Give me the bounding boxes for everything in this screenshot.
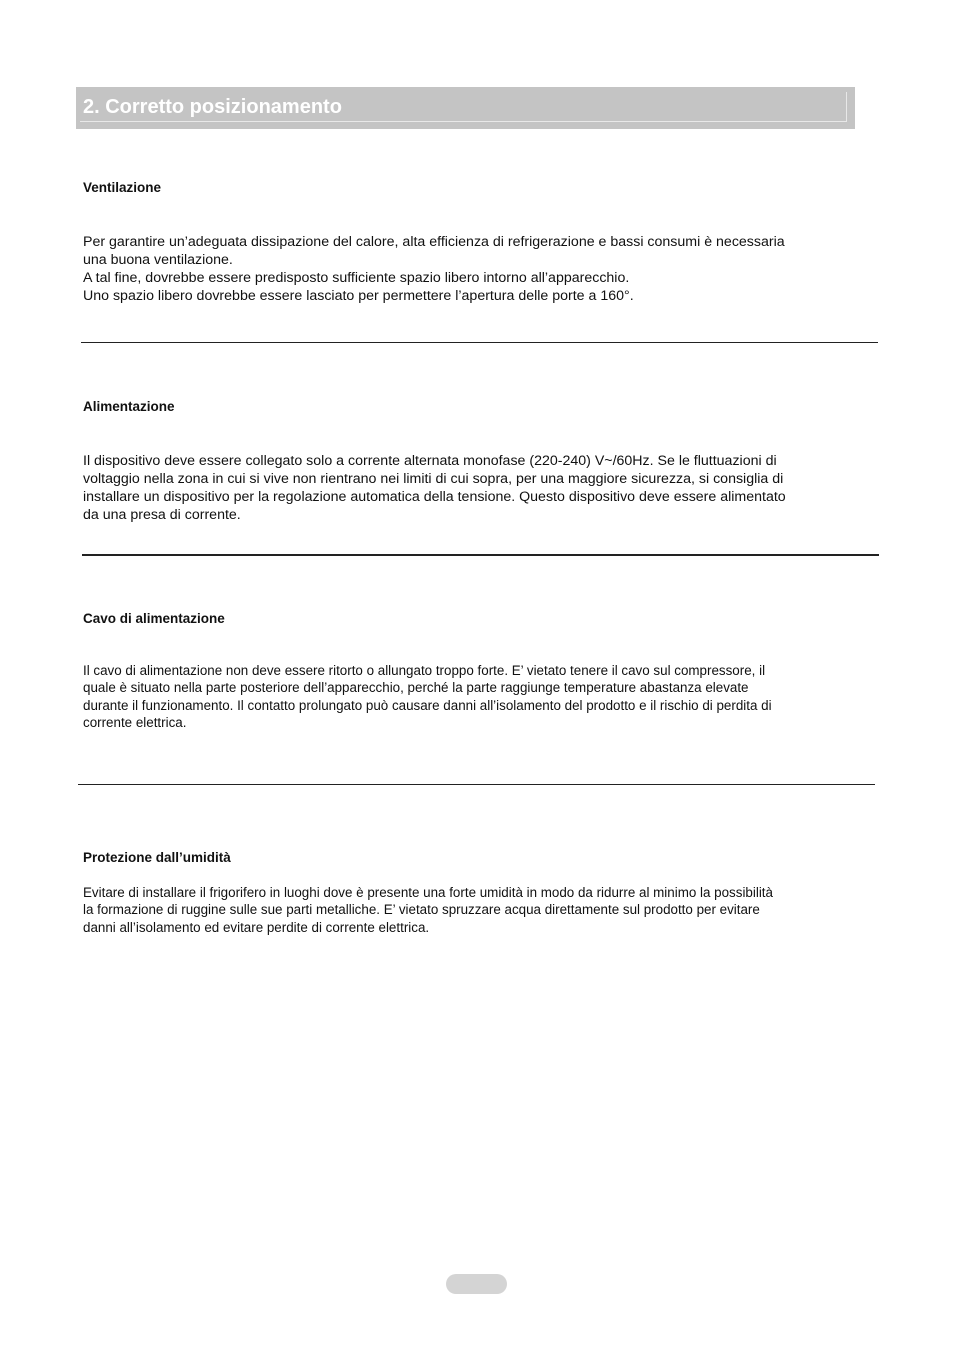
divider-3: [78, 784, 875, 785]
paragraph-line: danni all’isolamento ed evitare perdite di corrente elettrica.: [83, 919, 430, 935]
paragraph-cavo-di-alimentazione: [83, 662, 772, 731]
divider-2: [82, 554, 879, 556]
heading-protezione-umidita: Protezione dall’umidità: [83, 850, 231, 865]
section-header-bar: [76, 87, 855, 129]
paragraph-line: da una presa di corrente.: [83, 507, 241, 523]
paragraph-ventilazione: [83, 233, 785, 305]
paragraph-line: Per garantire un’adeguata dissipazione del calore, alta efficienza di refrigerazione e bassi consumi è necessaria: [83, 234, 785, 250]
paragraph-line: voltaggio nella zona in cui si vive non rientrano nei limiti di cui sopra, per una maggiore sicurezza, si consiglia di: [83, 471, 784, 487]
paragraph-line: Uno spazio libero dovrebbe essere lasciato per permettere l’apertura delle porte a 160°.: [83, 288, 634, 304]
paragraph-line: A tal fine, dovrebbe essere predisposto sufficiente spazio libero intorno all’apparecchio.: [83, 270, 630, 286]
paragraph-line: quale è situato nella parte posteriore dell’apparecchio, perché la parte raggiunge temperature abastanza elevate: [83, 680, 749, 696]
heading-ventilazione: Ventilazione: [83, 180, 162, 195]
paragraph-line: la formazione di ruggine sulle sue parti metalliche. E’ vietato spruzzare acqua direttamente sul prodotto per evitare: [83, 902, 760, 918]
paragraph-protezione-umidita: [83, 884, 773, 936]
paragraph-line: installare un dispositivo per la regolazione automatica della tensione. Questo dispositivo deve essere alimentato: [83, 489, 786, 505]
paragraph-line: corrente elettrica.: [83, 714, 187, 730]
paragraph-line: una buona ventilazione.: [83, 252, 233, 268]
divider-1: [81, 342, 878, 343]
page-number-pill: [446, 1274, 507, 1294]
paragraph-line: durante il funzionamento. Il contatto prolungato può causare danni all’isolamento del prodotto e il rischio di perdita di: [83, 697, 772, 713]
paragraph-line: Evitare di installare il frigorifero in luoghi dove è presente una forte umidità in modo da ridurre al minimo la possibilità: [83, 885, 773, 900]
paragraph-line: Il dispositivo deve essere collegato solo a corrente alternata monofase (220-240) V~/60Hz. Se le fluttuazioni di: [83, 453, 777, 469]
paragraph-alimentazione: [83, 452, 786, 524]
heading-alimentazione: Alimentazione: [83, 399, 175, 414]
heading-cavo-di-alimentazione: Cavo di alimentazione: [83, 611, 225, 626]
section-title: 2. Corretto posizionamento: [83, 96, 342, 118]
paragraph-line: Il cavo di alimentazione non deve essere ritorto o allungato troppo forte. E’ vietato tenere il cavo sul compressore, il: [83, 663, 766, 678]
